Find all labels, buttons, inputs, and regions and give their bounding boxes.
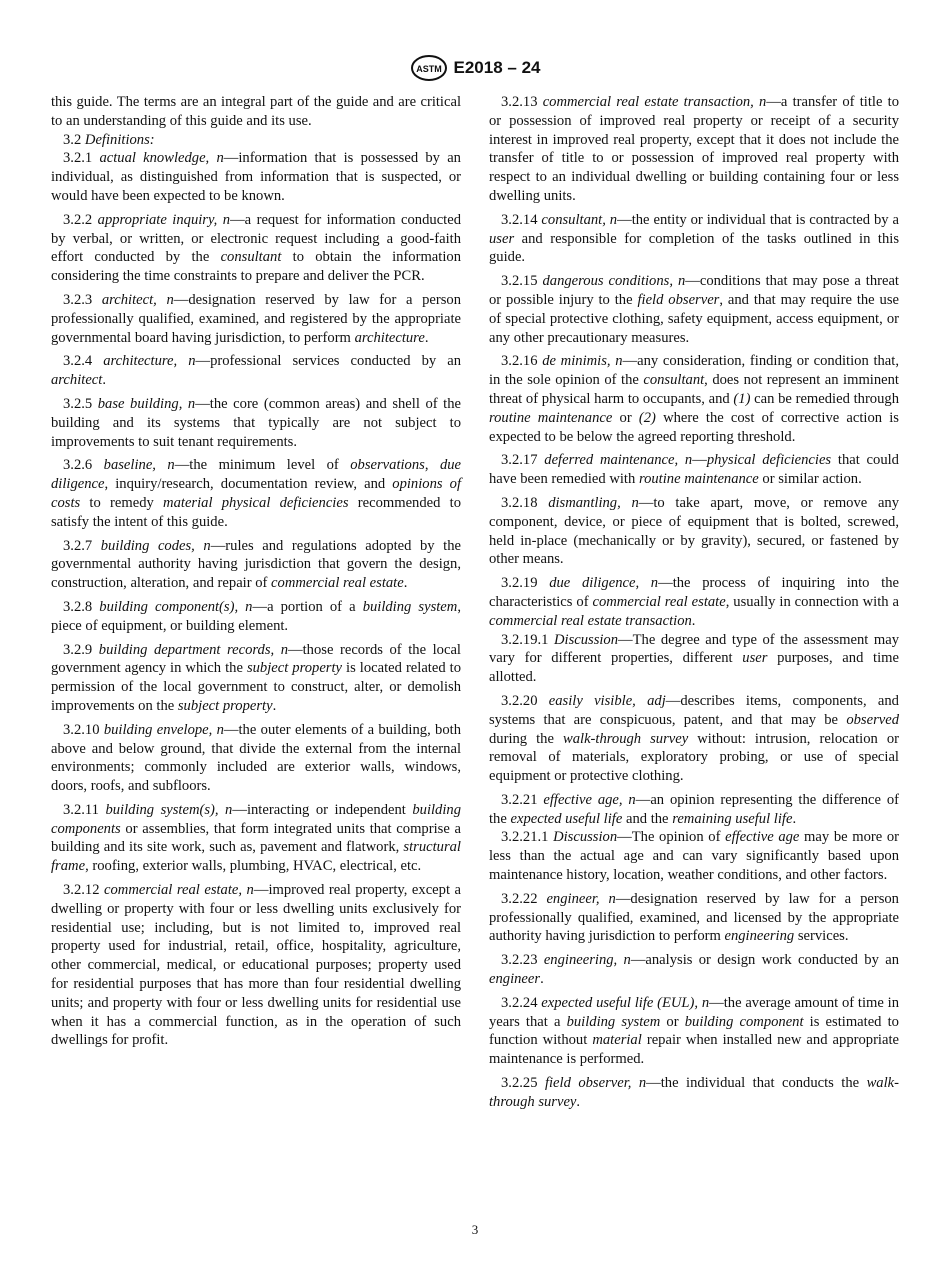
definition-3-2-12: 3.2.12 commercial real estate, n—improved real property, except a dwelling or property with four or less dwelling units exclusively for residential use; including, but is not limited to, improved real property used for industrial, retail, office, hospitality, agriculture, other commercial, medical, or educational purposes; property used for residential purposes that has more than four residential dwelling units; and property with four or less dwelling units for residential use when it has a commercial function, as in the operation of such dwellings for profit. — [51, 882, 462, 1049]
definition-3-2-13: 3.2.13 commercial real estate transaction, n—a transfer of title to or possession of improved real property or receipt of a security interest in improved real property, except that it does not include the transfer of title to or possession of improved real property with respect to an individual dwelling or building containing four or less dwelling units. — [489, 94, 899, 204]
definition-3-2-9: 3.2.9 building department records, n—those records of the local government agency in which the subject property is located related to permission of the local government to construct, alter, or demolish improvements on the subject property. — [51, 641, 462, 714]
definition-3-2-19: 3.2.19 due diligence, n—the process of inquiring into the characteristics of commercial real estate, usually in connection with a commercial real estate transaction. — [489, 575, 899, 629]
definition-3-2-2: 3.2.2 appropriate inquiry, n—a request for information conducted by verbal, or written, or electronic request including a good-faith effort conducted by the consultant to obtain the information considering the time constraints to prepare and deliver the PCR. — [51, 211, 461, 285]
definition-3-2-25: 3.2.25 field observer, n—the individual that conducts the walk-through survey. — [489, 1075, 899, 1110]
left-column — [51, 93, 461, 1050]
intro-paragraph: this guide. The terms are an integral part of the guide and are critical to an understanding of this guide and its use. — [51, 94, 461, 129]
right-column — [489, 93, 899, 1112]
definition-3-2-5: 3.2.5 base building, n—the core (common areas) and shell of the building and its systems that typically are not subject to improvements to suit tenant requirements. — [51, 395, 461, 450]
definition-3-2-6: 3.2.6 baseline, n—the minimum level of observations, due diligence, inquiry/research, documentation review, and opinions of costs to remedy material physical deficiencies recommended to satisfy the intent of this guide. — [51, 457, 462, 530]
definition-3-2-7: 3.2.7 building codes, n—rules and regulations adopted by the governmental authority having jurisdiction that govern the design, construction, alteration, and repair of commercial real estate. — [51, 537, 461, 592]
definition-3-2-21: 3.2.21 effective age, n—an opinion representing the difference of the expected useful life and the remaining useful life. — [489, 791, 899, 827]
definition-3-2-23: 3.2.23 engineering, n—analysis or design work conducted by an engineer. — [489, 952, 899, 988]
discussion-3-2-21-1: 3.2.21.1 Discussion—The opinion of effective age may be more or less than the actual age and can vary significantly based upon maintenance history, location, weather conditions, and other factors. — [489, 829, 900, 884]
astm-logo-icon — [410, 55, 448, 81]
definition-3-2-14: 3.2.14 consultant, n—the entity or individual that is contracted by a user and responsible for completion of the tasks outlined in this guide. — [489, 211, 899, 266]
definition-3-2-3: 3.2.3 architect, n—designation reserved by law for a person professionally qualified, examined, and registered by the appropriate governmental board having jurisdiction, to perform architecture. — [51, 291, 461, 346]
svg-text:ASTM: ASTM — [415, 64, 442, 74]
definition-3-2-22: 3.2.22 engineer, n—designation reserved by law for a person professionally qualified, examined, and licensed by the appropriate authority having jurisdiction to perform engineering services. — [489, 890, 899, 945]
standard-designation: E2018 – 24 — [453, 58, 541, 77]
definition-3-2-15: 3.2.15 dangerous conditions, n—conditions that may pose a threat or possible injury to the field observer, and that may require the use of special protective clothing, safety equipment, access equipment, or any other precautionary measures. — [489, 273, 899, 346]
definition-3-2-18: 3.2.18 dismantling, n—to take apart, move, or remove any component, device, or piece of equipment that is bolted, screwed, held in-place (mechanically or by gravity), secured, or fastened by other means. — [489, 494, 900, 568]
definition-3-2-20: 3.2.20 easily visible, adj—describes items, components, and systems that are conspicuous, patent, and that may be observed during the walk-through survey without: intrusion, relocation or removal of materials, exploratory probing, or use of special equipment or protective clothing. — [489, 692, 899, 785]
discussion-3-2-19-1: 3.2.19.1 Discussion—The degree and type of the assessment may vary for different properties, different user purposes, and time allotted. — [489, 631, 899, 686]
definition-3-2-11: 3.2.11 building system(s), n—interacting or independent building components or assemblies, that form integrated units that comprise a building and its site work, such as, pavement and flatwork, structural frame, roofing, exterior walls, plumbing, HVAC, electrical, etc. — [51, 801, 461, 875]
definition-3-2-4: 3.2.4 architecture, n—professional services conducted by an architect. — [51, 353, 461, 389]
definition-3-2-24: 3.2.24 expected useful life (EUL), n—the average amount of time in years that a building system or building component is estimated to function without material repair when installed new and appropriate maintenance is performed. — [489, 994, 899, 1068]
definition-3-2-17: 3.2.17 deferred maintenance, n—physical deficiencies that could have been remedied with routine maintenance or similar action. — [489, 452, 899, 488]
definition-3-2-10: 3.2.10 building envelope, n—the outer elements of a building, both above and below ground, that divide the external from the internal environments; commonly included are exterior walls, windows, doors, roofs, and subfloors. — [51, 721, 461, 795]
definitions-heading: 3.2 Definitions: — [63, 131, 155, 148]
page-number: 3 — [471, 1222, 479, 1237]
definition-3-2-16: 3.2.16 de minimis, n—any consideration, finding or condition that, in the sole opinion of the consultant, does not represent an imminent threat of physical harm to occupants, and (1) can be remedied through routine maintenance or (2) where the cost of corrective action is expected to be below the agreed reporting threshold. — [489, 353, 899, 445]
definition-3-2-1: 3.2.1 actual knowledge, n—information that is possessed by an individual, as distinguished from information that is suspected, or would have been expected to be known. — [51, 150, 461, 204]
page-header — [0, 55, 950, 83]
definition-3-2-8: 3.2.8 building component(s), n—a portion of a building system, piece of equipment, or building element. — [51, 598, 461, 634]
